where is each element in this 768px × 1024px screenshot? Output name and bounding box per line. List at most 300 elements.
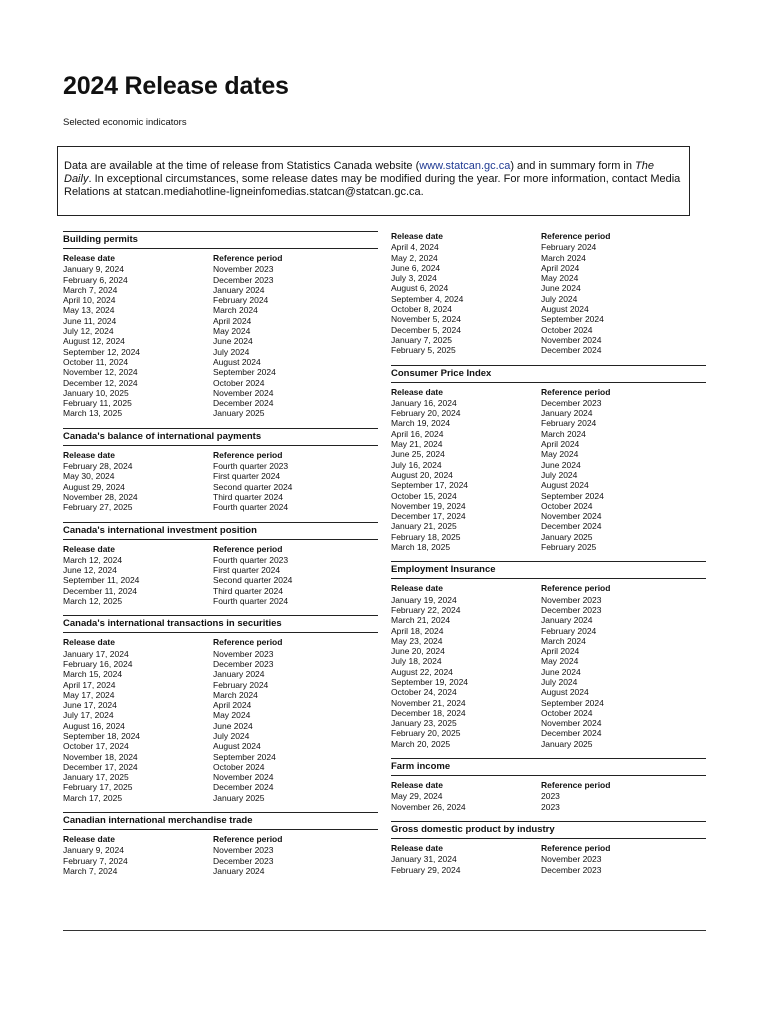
table-row [63,782,378,792]
release-date: July 18, 2024 [391,656,442,667]
release-date: July 17, 2024 [63,710,114,721]
reference-period: September 2024 [213,367,276,378]
reference-period: September 2024 [213,751,276,762]
release-date: February 18, 2025 [391,531,461,542]
table-row [63,285,378,295]
reference-period: January 2025 [541,738,593,749]
table-row [391,325,706,335]
release-date: May 29, 2024 [391,791,443,802]
release-date: December 5, 2024 [391,324,461,335]
reference-period: April 2024 [213,315,252,326]
release-date: February 28, 2024 [63,461,133,472]
release-date: January 17, 2024 [63,648,129,659]
reference-period-header: Reference period [541,386,611,397]
release-date: November 19, 2024 [391,500,466,511]
table-row [391,677,706,687]
release-date: January 23, 2025 [391,718,457,729]
release-date: November 26, 2024 [391,801,466,812]
release-date: December 12, 2024 [63,377,138,388]
reference-period-header: Reference period [541,780,611,791]
release-date: December 17, 2024 [63,761,138,772]
reference-period: November 2024 [213,772,274,783]
reference-period: September 2024 [541,490,604,501]
table-row [63,680,378,690]
release-date: February 20, 2024 [391,408,461,419]
section-employment-insurance [391,561,706,749]
reference-period: February 2024 [541,418,597,429]
release-date-header: Release date [391,583,443,594]
reference-period: December 2024 [541,345,602,356]
reference-period: July 2024 [541,293,578,304]
reference-period-header: Reference period [213,449,283,460]
release-date: January 9, 2024 [63,264,124,275]
release-date: March 12, 2025 [63,596,123,607]
table-row [391,718,706,728]
release-date: March 19, 2024 [391,418,451,429]
release-date: November 28, 2024 [63,491,138,502]
table-row [63,295,378,305]
reference-period-header: Reference period [213,253,283,263]
reference-period: February 2024 [213,679,269,690]
table-row [63,690,378,700]
table-row [63,772,378,782]
release-date-header: Release date [63,637,115,648]
table-row [391,667,706,677]
table-row [63,721,378,731]
reference-period: April 2024 [541,439,580,450]
table-row [63,264,378,274]
release-date: February 16, 2024 [63,658,133,669]
release-date: January 17, 2025 [63,772,129,783]
reference-period: February 2024 [213,295,269,306]
reference-period-header: Reference period [541,583,611,594]
table-row [391,802,706,812]
release-date: July 16, 2024 [391,459,442,470]
table-row [63,741,378,751]
table-row [391,605,706,615]
release-date: August 22, 2024 [391,666,453,677]
table-row [63,461,378,471]
column-header-row [391,780,706,790]
table-row [391,335,706,345]
release-date: February 17, 2025 [63,782,133,793]
release-date: November 21, 2024 [391,697,466,708]
reference-period: January 2025 [213,792,265,803]
release-date: February 29, 2024 [391,864,461,875]
reference-period: May 2024 [541,273,579,284]
reference-period: March 2024 [213,689,258,700]
reference-period: 2023 [541,791,560,802]
table-row [63,555,378,565]
release-date: August 29, 2024 [63,481,125,492]
table-row [63,471,378,481]
reference-period: November 2024 [541,334,602,345]
reference-period: November 2023 [541,594,602,605]
release-date-header: Release date [63,543,115,554]
the-daily-title: The Daily [64,160,654,185]
release-date: April 18, 2024 [391,625,444,636]
table-row [63,316,378,326]
release-date: June 12, 2024 [63,565,117,576]
reference-period: November 2023 [213,648,274,659]
section-title: Gross domestic product by industry [391,821,706,839]
reference-period: November 2023 [213,845,274,856]
release-date: May 23, 2024 [391,635,443,646]
intro-text-end: . In exceptional circumstances, some release dates may be modified during the year. For more information, contact Media Relations at statcan.mediahotline-ligneinfomedias.statcan@statcan.gc.ca. [64,173,681,198]
table-row [391,263,706,273]
reference-period: August 2024 [541,304,589,315]
table-row [391,532,706,542]
section-title: Consumer Price Index [391,365,706,383]
release-date: August 6, 2024 [391,283,449,294]
table-row [63,378,378,388]
release-date: November 5, 2024 [391,314,461,325]
table-row [391,728,706,738]
table-row [391,480,706,490]
release-date: August 20, 2024 [391,469,453,480]
reference-period: February 2024 [541,242,597,253]
release-date: January 7, 2025 [391,334,452,345]
release-date: September 4, 2024 [391,293,464,304]
reference-period: March 2024 [541,428,586,439]
release-date: December 11, 2024 [63,585,138,596]
release-date: March 20, 2025 [391,738,451,749]
reference-period: August 2024 [541,480,589,491]
release-date: February 20, 2025 [391,728,461,739]
table-row [63,492,378,502]
release-date-header: Release date [63,834,115,845]
reference-period: January 2024 [213,669,265,680]
reference-period: September 2024 [541,697,604,708]
release-date-header: Release date [391,842,443,853]
reference-period: October 2024 [541,324,593,335]
release-date-header: Release date [391,386,443,397]
reference-period: January 2024 [213,284,265,295]
reference-period: October 2024 [541,500,593,511]
table-row [63,502,378,512]
reference-period: July 2024 [213,730,250,741]
table-row [391,283,706,293]
release-date: December 18, 2024 [391,707,466,718]
reference-period-header: Reference period [213,834,283,845]
release-date: May 2, 2024 [391,252,438,263]
reference-period: August 2024 [541,687,589,698]
section-title: Canadian international merchandise trade [63,812,378,830]
release-date: March 13, 2025 [63,408,123,419]
reference-period: November 2024 [541,718,602,729]
table-row [63,866,378,876]
table-row [63,845,378,855]
column-header-row [391,231,706,241]
right-column [391,231,706,884]
table-row [63,347,378,357]
reference-period: December 2024 [213,782,274,793]
reference-period: November 2024 [541,511,602,522]
reference-period-header: Reference period [213,543,283,554]
table-row [391,408,706,418]
column-header-row [391,387,706,397]
reference-period: October 2024 [213,761,265,772]
table-row [63,596,378,606]
release-date: September 17, 2024 [391,480,469,491]
table-row [391,708,706,718]
release-date: May 30, 2024 [63,471,115,482]
table-row [391,470,706,480]
release-date: March 7, 2024 [63,865,118,876]
page-title: 2024 Release dates [63,72,289,100]
reference-period: Fourth quarter 2023 [213,461,289,472]
table-row [391,521,706,531]
reference-period: December 2023 [213,855,274,866]
section-title: Farm income [391,758,706,776]
table-row [391,791,706,801]
reference-period: May 2024 [541,449,579,460]
reference-period: June 2024 [541,459,581,470]
table-row [63,275,378,285]
section-building-permits [63,231,378,419]
release-date: June 6, 2024 [391,262,441,273]
section-title: Employment Insurance [391,561,706,579]
table-row [63,408,378,418]
reference-period: July 2024 [541,469,578,480]
release-date: February 5, 2025 [391,345,456,356]
section-title: Building permits [63,231,378,249]
table-row [391,449,706,459]
table-row [391,542,706,552]
reference-period: February 2025 [541,542,597,553]
table-row [63,793,378,803]
reference-period: July 2024 [213,346,250,357]
release-date: February 27, 2025 [63,502,133,513]
table-row [63,305,378,315]
release-date: May 13, 2024 [63,305,115,316]
table-row [391,294,706,304]
release-date: June 20, 2024 [391,646,445,657]
table-row [391,460,706,470]
release-date: September 19, 2024 [391,676,469,687]
table-row [63,700,378,710]
table-row [63,752,378,762]
section-title: Canada's international investment position [63,522,378,540]
release-date: March 21, 2024 [391,615,451,626]
table-row [391,242,706,252]
reference-period: May 2024 [213,326,251,337]
table-row [391,429,706,439]
column-header-row [63,253,378,263]
reference-period: November 2023 [213,264,274,275]
section-canadian-international-merchandise-trade [63,812,378,876]
reference-period: January 2025 [541,531,593,542]
reference-period: December 2023 [541,864,602,875]
reference-period: January 2024 [541,615,593,626]
table-row [63,367,378,377]
table-row [63,336,378,346]
intro-text-mid: ) and in summary form in [510,160,636,172]
release-date: February 11, 2025 [63,398,132,409]
table-row [391,595,706,605]
reference-period: Second quarter 2024 [213,481,293,492]
statcan-link[interactable]: www.statcan.gc.ca [419,160,511,172]
reference-period: January 2024 [541,408,593,419]
section-title: Canada's international transactions in securities [63,615,378,633]
column-header-row [391,843,706,853]
reference-period: May 2024 [213,710,251,721]
table-row [391,314,706,324]
reference-period: April 2024 [213,700,252,711]
column-header-row [63,544,378,554]
table-row [63,398,378,408]
release-date: March 12, 2024 [63,554,123,565]
release-date: November 18, 2024 [63,751,138,762]
release-date: September 12, 2024 [63,346,141,357]
reference-period: December 2023 [541,397,602,408]
table-row [391,398,706,408]
reference-period: Third quarter 2024 [213,491,283,502]
release-date: January 16, 2024 [391,397,457,408]
table-row [391,646,706,656]
reference-period: Fourth quarter 2023 [213,554,289,565]
release-date: October 17, 2024 [63,741,129,752]
release-date: April 17, 2024 [63,679,116,690]
table-row [391,626,706,636]
table-row [63,762,378,772]
release-date: November 12, 2024 [63,367,138,378]
reference-period: November 2024 [213,387,274,398]
table-row [391,739,706,749]
table-row [391,439,706,449]
reference-period-header: Reference period [541,231,611,241]
release-date: January 10, 2025 [63,387,129,398]
table-row [391,253,706,263]
reference-period: April 2024 [541,262,580,273]
release-date-header: Release date [391,780,443,791]
release-date: August 12, 2024 [63,336,125,347]
section-consumer-price-index [391,365,706,553]
release-date: June 11, 2024 [63,315,117,326]
table-row [391,636,706,646]
table-row [63,731,378,741]
release-date: January 9, 2024 [63,845,124,856]
release-date: March 17, 2025 [63,792,123,803]
table-row [63,565,378,575]
release-date: June 25, 2024 [391,449,445,460]
reference-period: December 2024 [541,728,602,739]
section-farm-income [391,758,706,812]
table-row [391,656,706,666]
intro-text-start: Data are available at the time of release from Statistics Canada website ( [64,160,420,172]
table-row [391,273,706,283]
release-date: October 24, 2024 [391,687,457,698]
column-header-row [63,834,378,844]
reference-period: Third quarter 2024 [213,585,283,596]
table-row [63,710,378,720]
table-row [63,326,378,336]
release-date: April 10, 2024 [63,295,116,306]
release-date: January 19, 2024 [391,594,457,605]
release-date: May 17, 2024 [63,689,115,700]
table-row [391,345,706,355]
column-header-row [391,583,706,593]
release-date: February 6, 2024 [63,274,128,285]
table-row [63,482,378,492]
reference-period: January 2024 [213,865,265,876]
section-canada-s-international-transactions-in-securities [63,615,378,803]
table-row [391,698,706,708]
section-title: Canada's balance of international payments [63,428,378,446]
reference-period: September 2024 [541,314,604,325]
release-date: October 15, 2024 [391,490,457,501]
section-gross-domestic-product-by-industry [391,821,706,875]
release-date: March 7, 2024 [63,284,118,295]
section-canada-s-international-investment-position [63,522,378,607]
reference-period: January 2025 [213,408,265,419]
release-date: July 3, 2024 [391,273,437,284]
column-header-row [63,637,378,647]
release-date: October 8, 2024 [391,304,452,315]
release-date: September 18, 2024 [63,730,141,741]
release-date: March 18, 2025 [391,542,451,553]
release-date: February 7, 2024 [63,855,128,866]
page-subtitle: Selected economic indicators [63,117,187,128]
release-date: February 22, 2024 [391,604,461,615]
reference-period: July 2024 [541,676,578,687]
reference-period: October 2024 [213,377,265,388]
release-date: May 21, 2024 [391,439,443,450]
reference-period: December 2024 [541,521,602,532]
table-row [63,586,378,596]
table-row [391,501,706,511]
reference-period: August 2024 [213,741,261,752]
table-row [391,418,706,428]
reference-period-header: Reference period [213,637,283,648]
release-date: June 17, 2024 [63,700,117,711]
reference-period: February 2024 [541,625,597,636]
reference-period: December 2024 [213,398,274,409]
release-date-header: Release date [391,231,443,241]
table-row [63,856,378,866]
reference-period: Second quarter 2024 [213,575,293,586]
reference-period: June 2024 [213,336,253,347]
table-row [391,304,706,314]
release-date: January 31, 2024 [391,854,457,865]
table-row [63,669,378,679]
reference-period: March 2024 [213,305,258,316]
reference-period: Fourth quarter 2024 [213,502,289,513]
reference-period: August 2024 [213,356,261,367]
table-row [391,491,706,501]
release-date: December 17, 2024 [391,511,466,522]
reference-period: 2023 [541,801,560,812]
reference-period: April 2024 [541,646,580,657]
table-row [63,388,378,398]
reference-period: June 2024 [213,720,253,731]
reference-period: December 2023 [213,274,274,285]
reference-period: March 2024 [541,635,586,646]
left-column [63,231,378,885]
release-date: April 16, 2024 [391,428,444,439]
table-row [391,854,706,864]
release-date: September 11, 2024 [63,575,140,586]
section-continued [391,231,706,356]
reference-period: December 2023 [213,658,274,669]
table-row [391,687,706,697]
release-date-header: Release date [63,253,115,263]
intro-box [57,146,690,216]
release-date: August 16, 2024 [63,720,125,731]
reference-period: Fourth quarter 2024 [213,596,289,607]
reference-period: First quarter 2024 [213,471,281,482]
release-date: January 21, 2025 [391,521,457,532]
